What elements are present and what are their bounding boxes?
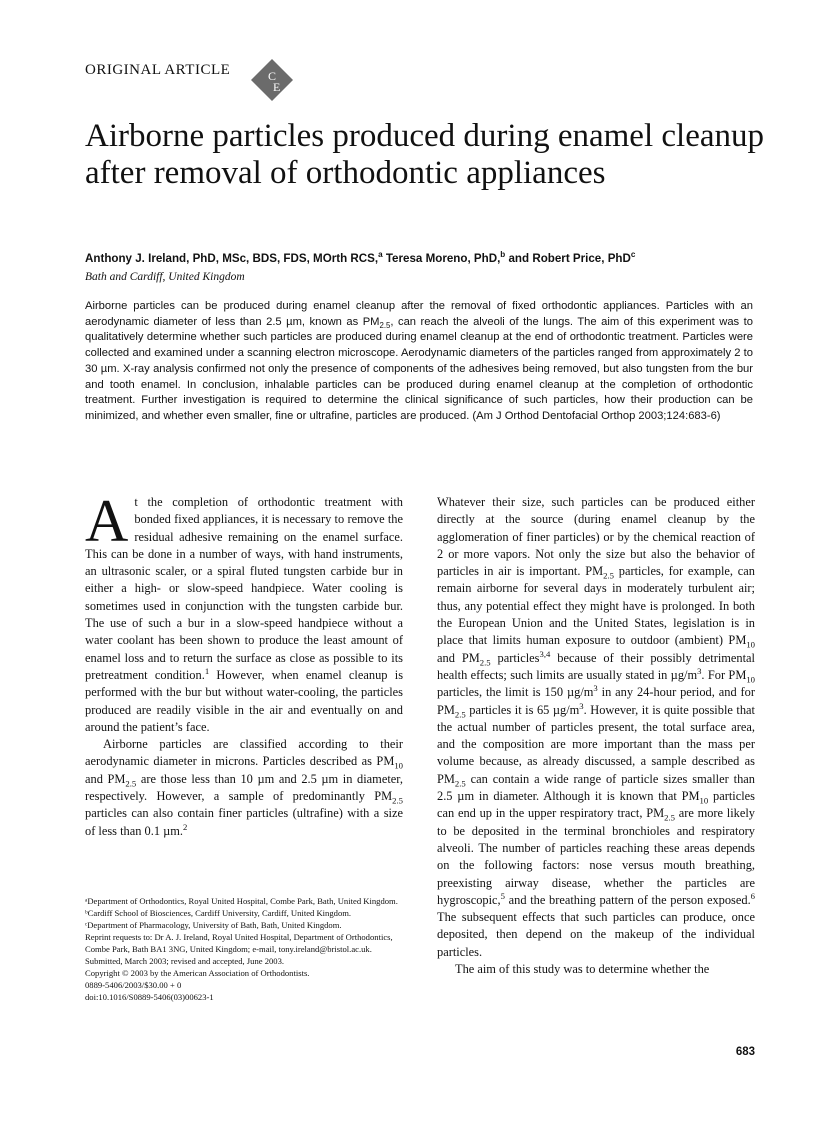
page-number: 683	[735, 1046, 755, 1058]
body-paragraph: The aim of this study was to determine whether the	[455, 962, 710, 977]
subscript: 2.5	[454, 709, 466, 720]
body-text: are those less than 10 µm and 2.5 µm in diameter, respectively. However, a sample of predominantly PM	[85, 771, 403, 804]
badge-letter-e: E	[273, 80, 281, 94]
body-text: because of their possibly detrimental health effects; such limits are usually stated in µg/m	[437, 650, 755, 682]
body-text: particles, the limit is 150 µg/m	[437, 685, 594, 700]
affiliation: Bath and Cardiff, United Kingdom	[85, 271, 245, 283]
abstract-subscript: 2.5	[379, 320, 391, 330]
subscript: 2.5	[603, 570, 614, 581]
body-paragraph	[437, 494, 755, 961]
body-text: can contain a wide range of particle sizes smaller than 2.5 µm in diameter. Although it is known that PM	[437, 771, 755, 804]
footnote: Copyright © 2003 by the American Association of Orthodontists.	[85, 968, 310, 978]
reference-mark: 5	[500, 890, 505, 901]
body-text: in any 24-hour period, and for PM	[437, 685, 755, 717]
body-paragraph	[85, 488, 404, 736]
author-list	[85, 252, 765, 265]
footnote: 0889-5406/2003/$30.00 + 0	[85, 980, 182, 990]
subscript: 2.5	[125, 778, 137, 789]
subscript: 2.5	[392, 795, 403, 806]
author-name: and Robert Price, PhD	[505, 252, 631, 265]
subscript: 10	[394, 760, 403, 771]
body-text: particles	[490, 650, 540, 665]
body-text: Whatever their size, such particles can be produced either directly at the source (during enamel cleanup by the agglomeration of finer particles) or by the chemical reaction of 2 or more vapors. Not only the size but also the behavior of particles in air is important. PM	[437, 495, 755, 579]
subscript: 10	[699, 795, 709, 806]
footnotes	[85, 895, 403, 1003]
subscript: 2.5	[664, 812, 675, 823]
superscript: 3	[579, 700, 584, 711]
subscript: 10	[746, 639, 755, 650]
body-text: and PM	[437, 650, 480, 665]
body-column-right	[437, 494, 755, 978]
reference-mark: 1	[204, 665, 210, 676]
body-text: particles, for example, can remain airborne for several days in moderately turbulent air; thus, any potential effect they might have is prolonged. In both the European Union and the United States, legislation is in place that limits human exposure to outdoor (ambient) PM	[437, 564, 755, 648]
superscript: 3	[593, 683, 598, 694]
drop-cap: A	[85, 488, 129, 554]
body-text: . For PM	[701, 667, 747, 682]
footnote: doi:10.1016/S0889-5406(03)00623-1	[85, 992, 214, 1002]
body-text: and the breathing pattern of the person exposed.	[505, 892, 751, 907]
ce-badge-icon	[250, 58, 294, 102]
reference-mark: 2	[183, 821, 188, 832]
abstract	[85, 299, 753, 425]
author-mark: c	[630, 250, 636, 260]
subscript: 2.5	[479, 657, 491, 668]
body-text: The subsequent effects that such particles can produce, once deposited, then depend on the makeup of the individual particles.	[437, 910, 755, 959]
footnote: ᵃDepartment of Orthodontics, Royal United Hospital, Combe Park, Bath, United Kingdom.	[85, 896, 398, 906]
author-mark: a	[378, 250, 383, 260]
subscript: 10	[746, 674, 755, 685]
body-text: particles can end up in the upper respiratory tract, PM	[437, 789, 755, 821]
footnote: ᶜDepartment of Pharmacology, University of Bath, Bath, United Kingdom.	[85, 920, 342, 930]
superscript: 3	[697, 665, 702, 676]
body-paragraph	[85, 736, 403, 840]
body-text: particles can also contain finer particles (ultrafine) with a size of less than 0.1 µm.	[85, 806, 403, 838]
body-text: and PM	[85, 771, 126, 786]
author-name: Teresa Moreno, PhD,	[382, 252, 501, 265]
body-column-left	[85, 488, 404, 840]
subscript: 2.5	[454, 778, 466, 789]
author-name: Anthony J. Ireland, PhD, MSc, BDS, FDS, MOrth RCS,	[85, 252, 379, 265]
body-text: Airborne particles are classified according to their aerodynamic diameter in microns. Particles described as PM	[85, 737, 403, 769]
body-text: However, when enamel cleanup is performed with the bur but without water-cooling, the particles produced are readily visible in the air and eventually on and around the patient’s face.	[85, 667, 404, 734]
body-text: t the completion of orthodontic treatment with bonded fixed appliances, it is necessary to remove the residual adhesive remaining on the enamel surface. This can be done in a number of ways, with hand instruments, an ultrasonic scaler, or a spiral fluted tungsten carbide bur in either a high- or slow-speed handpiece. Water cooling is sometimes used in conjunction with the tungsten carbide bur. The use of such a bur in a slow-speed handpiece without a water coolant has been shown to produce the least amount of enamel loss and to return the surface as close as possible to its pretreatment condition.	[85, 495, 403, 682]
author-mark: b	[500, 250, 506, 260]
abstract-text: Airborne particles can be produced during enamel cleanup after the removal of fixed orthodontic appliances. Particles with an aerodynamic diameter of less than 2.5 µm, known as PM	[85, 300, 753, 328]
article-title: Airborne particles produced during enamel cleanup after removal of orthodontic appliances	[85, 118, 764, 191]
footnote: ᵇCardiff School of Biosciences, Cardiff University, Cardiff, United Kingdom.	[85, 908, 352, 918]
footnote: Submitted, March 2003; revised and accepted, June 2003.	[85, 956, 285, 966]
section-label: ORIGINAL ARTICLE	[85, 62, 231, 78]
body-text: . However, it is quite possible that the actual number of particles present, the total surface area, and the composition are more important than the mass per volume because, as already discussed, a sample described as PM	[437, 702, 755, 786]
body-text: are more likely to be deposited in the terminal bronchioles and respiratory alveoli. The number of particles reaching these areas depends on the following factors: nose versus mouth breathing, preexisting airway disease, whether the particles are hygroscopic,	[437, 806, 755, 907]
body-text: particles it is 65 µg/m	[465, 702, 580, 717]
reference-mark: 6	[750, 890, 755, 901]
footnote: Reprint requests to: Dr A. J. Ireland, Royal United Hospital, Department of Orthodontics, Combe Park, Bath BA1 3NG, United Kingdom; e-mail, tony.ireland@bristol.ac.uk.	[85, 932, 393, 954]
reference-mark: 3,4	[539, 648, 551, 659]
badge-letter-c: C	[268, 69, 277, 83]
abstract-text: , can reach the alveoli of the lungs. The aim of this experiment was to qualitatively determine whether such particles are produced during enamel cleanup at the end of orthodontic treatment. Particles were collected and examined under a scanning electron microscope. Aerodynamic diameters of the particles ranged from approximately 2 to 30 µm. X-ray analysis confirmed not only the presence of components of the adhesives being removed, but also tungsten from the bur and tooth enamel. In conclusion, inhalable particles can be produced during enamel cleanup at the completion of orthodontic treatment. Further investigation is required to determine the clinical significance of such particles, how their production can be minimized, and whether even smaller, fine or ultrafine, particles are produced. (Am J Orthod Dentofacial Orthop 2003;124:683-6)	[85, 315, 753, 422]
